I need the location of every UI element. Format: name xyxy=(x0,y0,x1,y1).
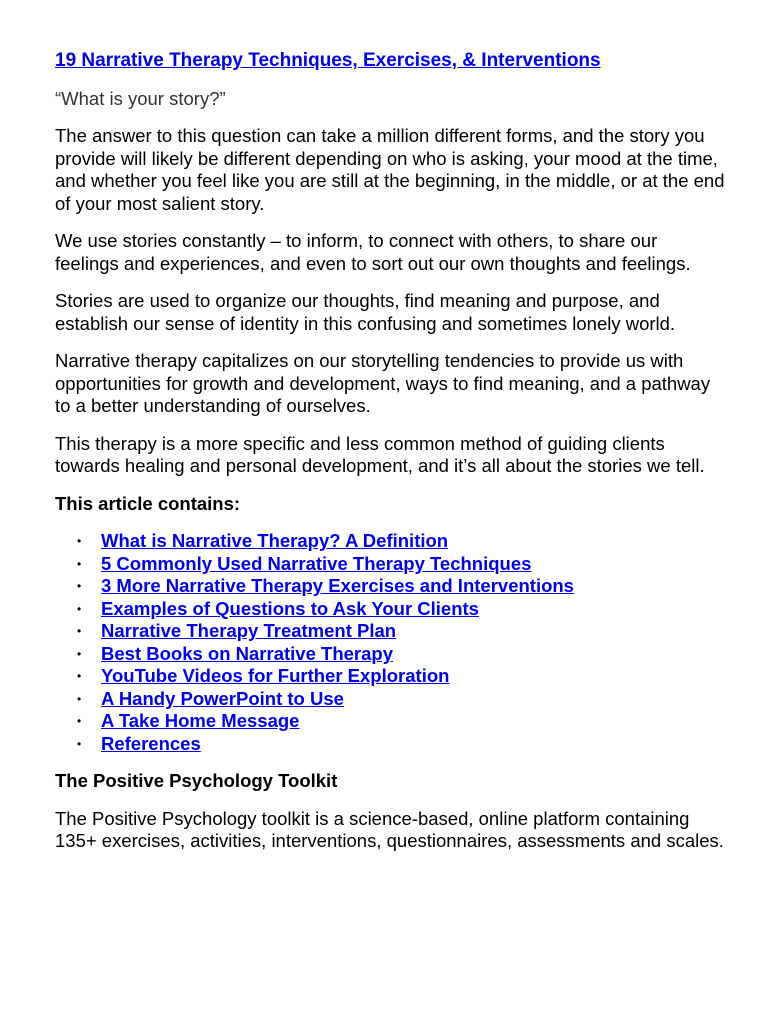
bullet-icon: • xyxy=(77,691,82,706)
document-page xyxy=(55,50,725,868)
toc-item xyxy=(55,530,725,553)
intro-paragraph-3: Stories are used to organize our thoughts, find meaning and purpose, and establish our sense of identity in this confusing and sometimes lonely world. xyxy=(55,290,676,334)
toc-heading: This article contains: xyxy=(55,492,241,514)
toc-item xyxy=(55,620,725,643)
toc-item xyxy=(55,598,725,621)
toolkit-paragraph: The Positive Psychology toolkit is a science-based, online platform containing 135+ exercises, activities, interventions, questionnaires, assessments and scales. xyxy=(55,807,724,852)
toc-link-techniques[interactable]: 5 Commonly Used Narrative Therapy Techniques xyxy=(101,552,532,574)
bullet-icon: • xyxy=(77,601,82,616)
toc-link-references[interactable]: References xyxy=(101,732,201,754)
toc-link-questions[interactable]: Examples of Questions to Ask Your Clients xyxy=(101,597,479,619)
intro-paragraph-4: Narrative therapy capitalizes on our storytelling tendencies to provide us with opportunities for growth and development, ways to find meaning, and a pathway to a better understanding of ourselves. xyxy=(55,350,711,417)
intro-paragraph-1: The answer to this question can take a million different forms, and the story you provide will likely be different depending on who is asking, your mood at the time, and whether you feel like you are still at the beginning, in the middle, or at the end of your most salient story. xyxy=(55,125,725,214)
toc-item xyxy=(55,643,725,666)
bullet-icon: • xyxy=(77,534,82,549)
toc-item xyxy=(55,665,725,688)
table-of-contents xyxy=(55,530,725,755)
bullet-icon: • xyxy=(77,556,82,571)
toc-link-books[interactable]: Best Books on Narrative Therapy xyxy=(101,642,393,664)
opening-quote: “What is your story?” xyxy=(55,87,226,109)
toc-link-exercises[interactable]: 3 More Narrative Therapy Exercises and Interventions xyxy=(101,575,574,597)
toc-link-take-home[interactable]: A Take Home Message xyxy=(101,710,300,732)
bullet-icon: • xyxy=(77,714,82,729)
article-title-link[interactable]: 19 Narrative Therapy Techniques, Exercises, & Interventions xyxy=(55,50,601,71)
intro-paragraph-5: This therapy is a more specific and less common method of guiding clients towards healing and personal development, and it’s all about the stories we tell. xyxy=(55,432,705,477)
toc-item xyxy=(55,733,725,756)
bullet-icon: • xyxy=(77,579,82,594)
bullet-icon: • xyxy=(77,646,82,661)
intro-paragraph-2: We use stories constantly – to inform, to connect with others, to share our feelings and experiences, and even to sort out our own thoughts and feelings. xyxy=(55,230,691,274)
toc-item xyxy=(55,553,725,576)
bullet-icon: • xyxy=(77,736,82,751)
bullet-icon: • xyxy=(77,624,82,639)
toc-link-powerpoint[interactable]: A Handy PowerPoint to Use xyxy=(101,687,344,709)
toc-link-youtube[interactable]: YouTube Videos for Further Exploration xyxy=(101,665,450,687)
toolkit-heading: The Positive Psychology Toolkit xyxy=(55,770,338,792)
toc-link-definition[interactable]: What is Narrative Therapy? A Definition xyxy=(101,530,449,552)
toc-link-treatment-plan[interactable]: Narrative Therapy Treatment Plan xyxy=(101,620,397,642)
bullet-icon: • xyxy=(77,669,82,684)
toc-item xyxy=(55,688,725,711)
toc-item xyxy=(55,575,725,598)
toc-item xyxy=(55,710,725,733)
